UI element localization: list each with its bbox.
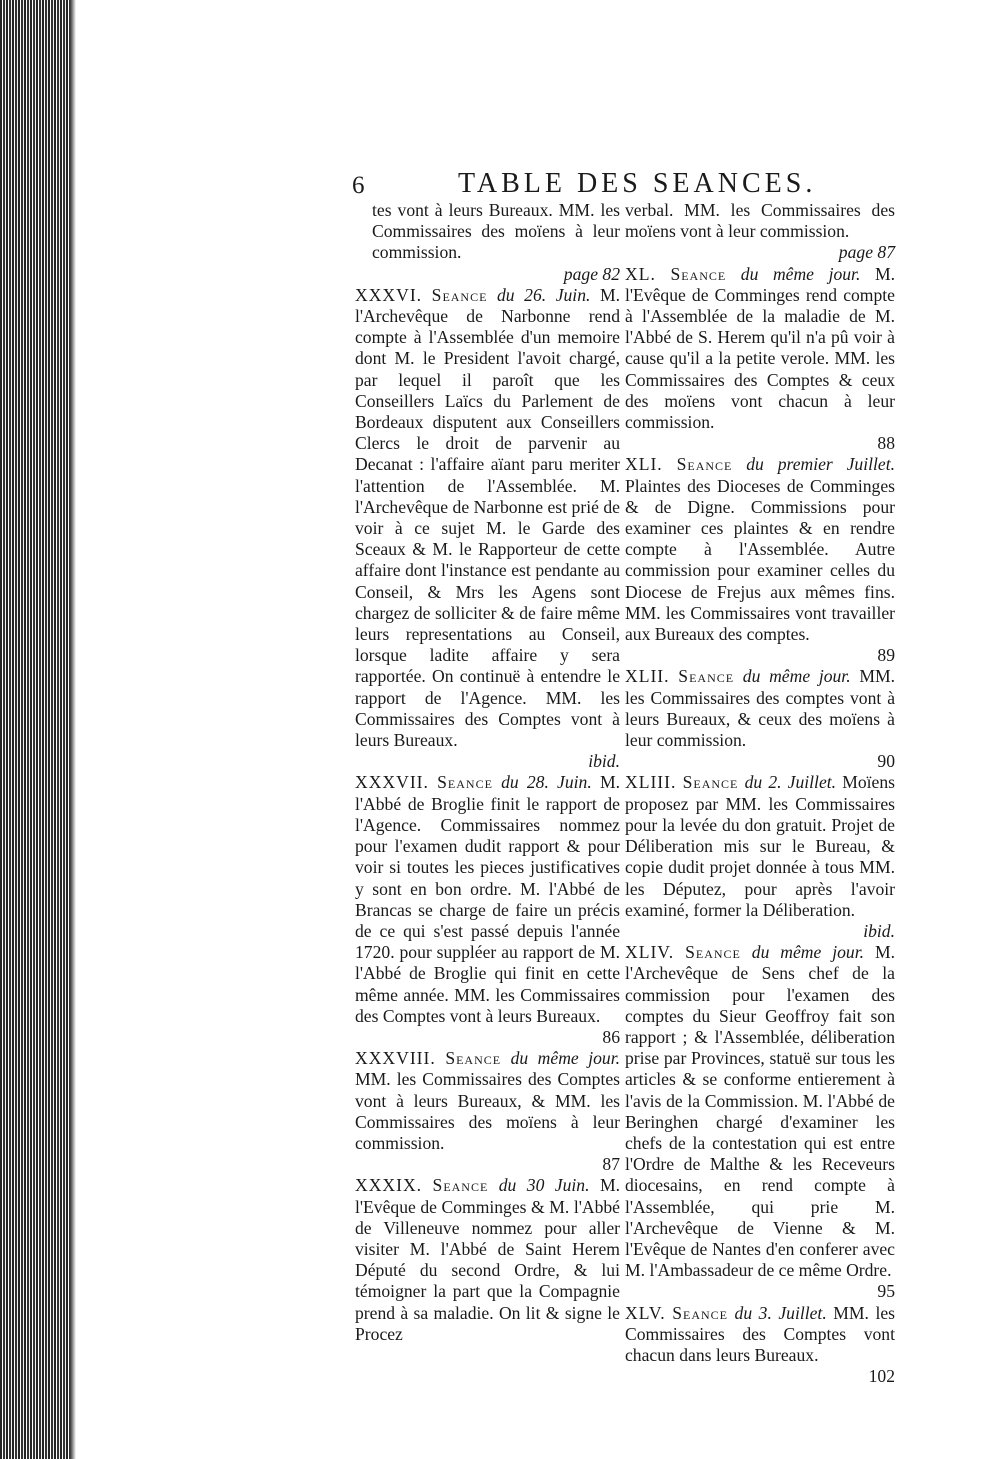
seance-text xyxy=(355,1048,620,1175)
seance-label: Seance xyxy=(437,772,493,793)
seance-body: M. l'Evêque de Comminges & M. l'Abbé de Villeneuve nommez pour aller visiter M. l'Abbé de Saint Herem Député du second Ordre, & lui témoigner la part que la Compagnie prend à sa maladie. On lit & signe le Procez xyxy=(355,1175,620,1344)
page-number: 6 xyxy=(352,172,365,199)
seance-entry xyxy=(625,454,895,666)
seance-number: XXXVII. xyxy=(355,772,429,793)
seance-text xyxy=(625,1303,895,1388)
seance-text xyxy=(625,454,895,666)
seance-label: Seance xyxy=(672,1302,728,1323)
seance-entry xyxy=(355,1175,620,1345)
seance-date: du 3. Juillet. xyxy=(734,1302,827,1323)
seance-body: MM. les Commissaires des Comptes vont chacun dans leurs Bureaux. xyxy=(625,1302,896,1365)
seance-entry xyxy=(625,772,895,942)
seance-label: Seance xyxy=(685,942,741,963)
continuation-text xyxy=(372,200,620,285)
seance-body: M. l'Archevêque de Sens chef de la commission pour l'examen des comptes du Sieur Geoffroy fait son rapport ; & l'Assemblée, déliberation prise par Provinces, statuë sur tous les articles & se conforme entierement à l'avis de la Commission. M. l'Abbé de Beringhen chargé d'examiner les chefs de la contestation qui est entre l'Ordre de Malthe & les Receveurs diocesains, en rend compte à l'Assemblée, qui prie M. l'Archevêque de Vienne & M. l'Evêque de Nantes d'en conferer avec M. l'Ambassadeur de ce même Ordre. xyxy=(625,942,895,1281)
right-column xyxy=(625,200,895,1387)
seance-text xyxy=(355,1175,620,1345)
page-reference: 102 xyxy=(868,1366,895,1387)
continuation-text xyxy=(625,200,895,264)
seance-text xyxy=(355,285,620,773)
seance-text xyxy=(355,772,620,1048)
seance-entry xyxy=(355,285,620,773)
seance-text xyxy=(625,942,895,1302)
seance-body: M. l'Abbé de Broglie finit le rapport de l'Agence. Commissaires nommez pour l'examen dudit rapport & pour voir si toutes les pieces justificatives y sont en bon ordre. M. l'Abbé de Brancas se charge de faire un précis de ce qui s'est passé depuis l'année 1720. pour suppléer au rapport de M. l'Abbé de Broglie qui finit en cette même année. MM. les Commissaires des Comptes vont à leurs Bureaux. xyxy=(355,772,620,1026)
seance-text xyxy=(625,666,895,772)
seance-number: XXXVIII. xyxy=(355,1048,436,1069)
seance-number: XXXIX. xyxy=(355,1175,423,1196)
seance-number: XLIV. xyxy=(625,942,675,963)
seance-label: Seance xyxy=(682,772,739,793)
seance-date: du même jour. xyxy=(510,1048,620,1069)
seance-date: du 26. Juin. xyxy=(497,284,591,305)
seance-label: Seance xyxy=(432,1175,489,1196)
seance-date: du 28. Juin. xyxy=(501,772,592,793)
seance-date: du 2. Juillet. xyxy=(744,772,837,793)
seance-date: du premier Juillet. xyxy=(746,454,895,475)
page-reference: page 82 xyxy=(563,263,620,284)
page-reference: 90 xyxy=(877,751,895,772)
seance-body: M. l'Evêque de Comminges rend compte à l'Assemblée de la maladie de M. l'Abbé de S. Herem qu'il n'a pû voir à cause qu'il a la petite verole. MM. les Commissaires des Comptes & ceux des moïens vont chacun à leur commission. xyxy=(625,263,895,433)
continuation-body: tes vont à leurs Bureaux. MM. les Commissaires des moïens à leur commission. xyxy=(372,200,620,263)
page-gutter xyxy=(70,0,76,1459)
seance-number: XLII. xyxy=(625,666,670,687)
seance-label: Seance xyxy=(431,284,488,305)
seance-date: du même jour. xyxy=(751,942,865,963)
running-title: TABLE DES SEANCES. xyxy=(458,168,817,199)
page-reference: page 87 xyxy=(838,242,895,263)
seance-label: Seance xyxy=(678,666,735,687)
seance-entry xyxy=(625,1303,895,1388)
seance-date: du même jour. xyxy=(740,263,861,284)
seance-entry xyxy=(625,666,895,772)
seance-date: du même jour. xyxy=(742,666,851,687)
seance-entry xyxy=(355,772,620,1048)
seance-number: XLV. xyxy=(625,1302,666,1323)
seance-number: XLI. xyxy=(625,454,663,475)
page-reference: 89 xyxy=(877,645,895,666)
seance-text xyxy=(625,264,895,455)
seance-body: MM. les Commissaires des comptes vont à leurs Bureaux, & ceux des moïens à leur commission. xyxy=(625,666,896,751)
seance-body: Plaintes des Dioceses de Comminges & de Digne. Commissions pour examiner ces plaintes & en rendre compte à l'Assemblée. Autre commission pour examiner celles du Diocese de Frejus aux mêmes fins. MM. les Commissaires vont travailler aux Bureaux des comptes. xyxy=(625,475,895,645)
seance-label: Seance xyxy=(445,1048,502,1069)
seance-number: XL. xyxy=(625,263,656,284)
seance-entry xyxy=(625,942,895,1302)
page-reference: ibid. xyxy=(588,751,620,772)
left-column xyxy=(355,200,620,1345)
seance-body: MM. les Commissaires des Comptes vont à leurs Bureaux, & MM. les Commissaires des moïens à leur commission. xyxy=(355,1069,620,1153)
seance-label: Seance xyxy=(676,454,733,475)
page-reference: ibid. xyxy=(863,920,895,941)
book-spine xyxy=(0,0,70,1459)
continuation-body: verbal. MM. les Commissaires des moïens vont à leur commission. xyxy=(625,200,895,242)
seance-number: XLIII. xyxy=(625,772,677,793)
seance-body: M. l'Archevêque de Narbonne rend compte à l'Assemblée d'un memoire dont M. le President l'avoit chargé, par lequel il paroît que les Conseillers Laïcs du Parlement de Bordeaux disputent aux Conseillers Clercs le droit de parvenir au Decanat : l'affaire aïant paru meriter l'attention de l'Assemblée. M. l'Archevêque de Narbonne est prié de voir à ce sujet M. le Garde des Sceaux & M. le Rapporteur de cette affaire dont l'instance est pendante au Conseil, & Mrs les Agens sont chargez de solliciter & de faire même leurs representations au Conseil, lorsque ladite affaire y sera rapportée. On continuë à entendre le rapport de l'Agence. MM. les Commissaires des Comptes vont à leurs Bureaux. xyxy=(355,284,620,751)
seance-entry xyxy=(625,264,895,455)
seance-body: Moïens proposez par MM. les Commissaires pour la levée du don gratuit. Projet de Déliberation mis sur le Bureau, & copie dudit projet donnée à tous MM. les Députez, pour après l'avoir examiné, former la Déliberation. xyxy=(625,772,895,920)
page-reference: 88 xyxy=(877,433,895,454)
seance-number: XXXVI. xyxy=(355,284,423,305)
seance-label: Seance xyxy=(670,263,727,284)
seance-text xyxy=(625,772,895,942)
page-reference: 95 xyxy=(877,1281,895,1302)
seance-entry xyxy=(355,1048,620,1175)
page-reference: 87 xyxy=(602,1154,620,1175)
seance-date: du 30 Juin. xyxy=(498,1175,590,1196)
page-reference: 86 xyxy=(602,1026,620,1047)
